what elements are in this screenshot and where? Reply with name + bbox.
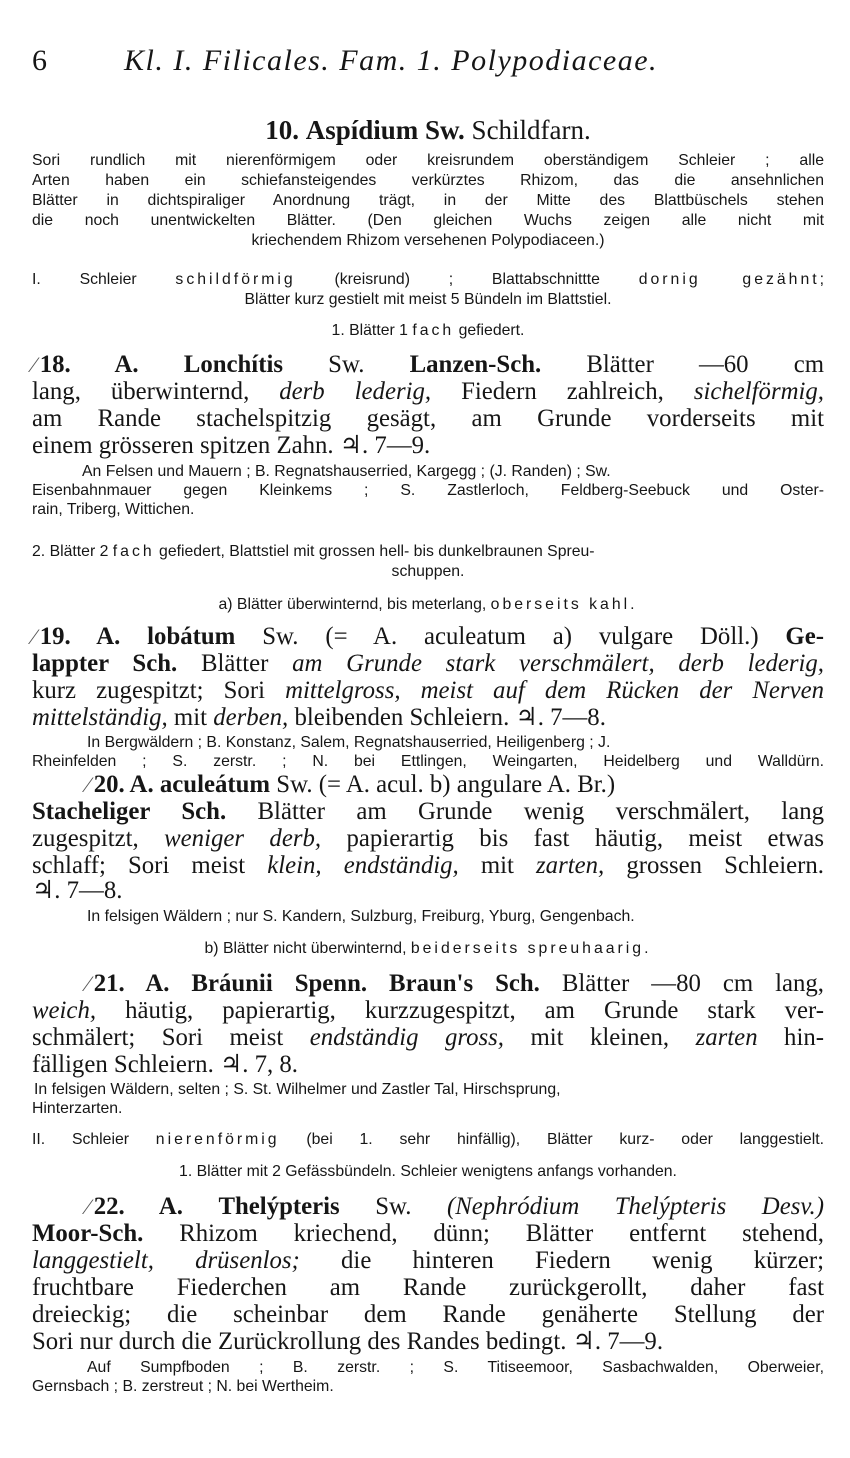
species-22-line6: Sori nur durch die Zurückrollung des Randes bedingt. ♃. 7—9. <box>32 1328 664 1355</box>
species-text: Rhizom kriechend, dünn; Blätter entfernt stehend, <box>179 1220 825 1247</box>
species-text-italic: mittelgross, meist auf dem Rücken der Nerven <box>285 677 824 704</box>
species-text-italic: derb lederig, <box>678 650 825 677</box>
species-22-line3 <box>32 1248 824 1275</box>
species-21-line1 <box>32 971 824 998</box>
check-mark-icon: ⁄ <box>86 772 90 797</box>
key-text: a) Blätter überwinternd, bis meterlang, <box>218 596 487 613</box>
species-text: papierartig bis fast häutig, meist etwas <box>346 825 825 852</box>
species-name: aculeátum <box>159 771 271 798</box>
species-22-line5: dreieckig; die scheinbar dem Rande genäherte Stellung der <box>32 1301 824 1328</box>
genus-number: 10. <box>265 115 299 145</box>
species-21-line4: fälligen Schleiern. ♃. 7, 8. <box>32 1051 298 1078</box>
species-18-note: rain, Triberg, Wittichen. <box>32 501 195 518</box>
species-text-italic: weniger derb, <box>164 825 322 852</box>
species-text-italic: mittelständig, <box>32 704 168 731</box>
check-mark-icon: ⁄ <box>32 624 36 649</box>
species-text: kurz zugespitzt; <box>32 677 204 704</box>
species-common-name: Moor-Sch. <box>32 1220 144 1247</box>
genus-description-line: Arten haben ein schiefansteigendes verkürztes Rhizom, das die ansehnlichen <box>32 172 824 189</box>
check-mark-icon: ⁄ <box>86 971 90 996</box>
species-18-line4: einem grösseren spitzen Zahn. ♃. 7—9. <box>32 432 431 459</box>
species-22-note: Gernsbach ; B. zerstreut ; N. bei Wertheim. <box>32 1378 334 1395</box>
species-name: lobátum <box>147 623 236 650</box>
species-synonym: (Nephródium Thelýpteris Desv.) <box>447 1193 824 1220</box>
running-title: Kl. I. Filicales. Fam. 1. Polypodiaceae. <box>124 44 659 77</box>
key-text: gefiedert, Blattstiel mit grossen hell- bis dunkelbraunen Spreu- <box>159 543 595 560</box>
species-text-italic: zarten <box>695 1024 758 1051</box>
key-text: (bei 1. sehr hinfällig), Blätter kurz- oder langgestielt. <box>306 1131 824 1148</box>
species-21-note: Hinterzarten. <box>32 1100 123 1117</box>
genus-description-line: Blätter in dichtspiraliger Anordnung trägt, in der Mitte des Blattbüschels stehen <box>32 192 824 209</box>
key-label: I. <box>32 271 41 288</box>
key-I-2-line2: schuppen. <box>391 563 465 580</box>
genus-description-line: Sori rundlich mit nierenförmigem oder kreisrundem oberständigem Schleier ; alle <box>32 152 824 169</box>
key-text: b) Blätter nicht überwinternd, <box>204 940 407 957</box>
key-II <box>32 1130 824 1149</box>
key-I-line1 <box>32 270 824 291</box>
species-common-name: Ge- <box>785 623 824 650</box>
species-19-note: In Bergwäldern ; B. Konstanz, Salem, Regnatshauserried, Heiligenberg ; J. <box>87 734 611 751</box>
species-author: Sw. <box>276 771 313 798</box>
key-a <box>32 595 824 614</box>
species-synonym: (= A. acul. b) angulare A. Br.) <box>318 771 616 798</box>
species-21-line3 <box>32 1025 824 1052</box>
species-author: Spenn. <box>294 970 368 997</box>
species-21-note: In felsigen Wäldern, selten ; S. St. Wilhelmer und Zastler Tal, Hirschsprung, <box>34 1081 561 1098</box>
species-20-line5: ♃. 7—8. <box>32 877 123 904</box>
species-19-line1 <box>32 624 824 651</box>
species-19-line3 <box>32 678 824 705</box>
key-text: 1. Blätter 1 <box>331 322 408 339</box>
species-20-line3 <box>32 826 824 853</box>
species-text: bleibenden Schleiern. ♃. 7—8. <box>294 704 606 731</box>
key-text: gefiedert. <box>458 322 525 339</box>
species-text: die hinteren Fiedern wenig kürzer; <box>341 1247 824 1274</box>
key-I-1 <box>32 321 824 342</box>
species-21-line2 <box>32 998 824 1025</box>
species-text-italic: am Grunde stark verschmälert, <box>292 650 655 677</box>
species-text-italic: zarten, <box>536 852 605 879</box>
species-number: 22. A. <box>93 1193 183 1220</box>
key-I-line2: Blätter kurz gestielt mit meist 5 Bündeln im Blattstiel. <box>244 291 612 308</box>
page-number: 6 <box>32 44 47 77</box>
species-19-line4 <box>32 705 824 732</box>
species-text: lang, überwinternd, <box>32 378 250 405</box>
species-synonym: (= A. aculeatum a) vulgare Döll.) <box>325 623 759 650</box>
key-text: Schleier <box>79 271 137 288</box>
species-text-italic: sichelförmig, <box>693 378 824 405</box>
species-20-line2 <box>32 799 824 826</box>
key-spaced-text: schildförmig <box>175 271 296 288</box>
species-text: zugespitzt, <box>32 825 139 852</box>
species-18-line1 <box>32 352 824 379</box>
species-20-line4 <box>32 853 824 880</box>
species-text: mit <box>173 704 207 731</box>
key-text: 2. Blätter 2 <box>32 543 109 560</box>
species-text: häutig, papierartig, kurzzugespitzt, am Grunde stark ver- <box>125 997 824 1024</box>
species-number: 20. A. <box>93 771 154 798</box>
species-18-line3: am Rande stachelspitzig gesägt, am Grunde vorderseits mit <box>32 405 824 432</box>
key-spaced-text: dornig gezähnt <box>638 271 820 288</box>
species-text-italic: endständig, <box>343 852 459 879</box>
key-text: II. Schleier <box>32 1131 130 1148</box>
species-author: Sw. <box>262 623 299 650</box>
key-spaced-text: fach <box>412 322 455 339</box>
species-18-note: Eisenbahnmauer gegen Kleinkems ; S. Zastlerloch, Feldberg-Seebuck und Oster- <box>32 482 824 499</box>
key-spaced-text: oberseits kahl. <box>490 596 638 613</box>
key-spaced-text: nierenförmig <box>155 1131 280 1148</box>
species-text: Fiedern zahlreich, <box>461 378 664 405</box>
check-mark-icon: ⁄ <box>86 1194 90 1219</box>
species-number: 21. A. <box>93 970 170 997</box>
species-author: Sw. <box>375 1193 412 1220</box>
running-header <box>32 44 818 84</box>
key-spaced-text: beiderseits spreuhaarig. <box>410 940 652 957</box>
species-text: Blätter —80 cm lang, <box>561 970 824 997</box>
species-text-italic: derben, <box>213 704 289 731</box>
species-common-name: Braun's Sch. <box>389 970 540 997</box>
key-II-1: 1. Blätter mit 2 Gefässbündeln. Schleier wenigtens anfangs vorhanden. <box>179 1163 677 1180</box>
species-text-italic: endständig gross, <box>309 1024 504 1051</box>
species-name: Lonchítis <box>183 351 283 378</box>
species-22-line4: fruchtbare Fiederchen am Rande zurückgerollt, daher fast <box>32 1274 824 1301</box>
species-19-line2 <box>32 651 824 678</box>
species-18-note: An Felsen und Mauern ; B. Regnatshauserried, Kargegg ; (J. Randen) ; Sw. <box>82 463 611 480</box>
key-I-2-line1 <box>32 542 824 561</box>
species-number: 19. A. <box>39 623 121 650</box>
genus-common-name: Schildfarn. <box>471 115 591 145</box>
species-20-note: In felsigen Wäldern ; nur S. Kandern, Sulzburg, Freiburg, Yburg, Gengenbach. <box>87 908 635 925</box>
genus-description-line: kriechendem Rhizom versehenen Polypodiaceen.) <box>251 232 605 249</box>
species-common-name: lappter Sch. <box>32 650 178 677</box>
species-text: schlaff; Sori meist <box>32 852 246 879</box>
species-19-note: Rheinfelden ; S. zerstr. ; N. bei Ettlingen, Weingarten, Heidelberg und Walldürn. <box>32 753 824 770</box>
genus-heading <box>32 114 824 146</box>
species-number: 18. A. <box>39 351 139 378</box>
species-text: Blätter <box>200 650 269 677</box>
genus-name: Aspídium Sw. <box>305 115 465 145</box>
genus-description-line: die noch unentwickelten Blätter. (Den gleichen Wuchs zeigen alle nicht mit <box>32 212 824 229</box>
species-text-italic: derb lederig, <box>279 378 432 405</box>
species-text: mit kleinen, <box>530 1024 670 1051</box>
species-name: Bráunii <box>191 970 273 997</box>
species-text: Sori <box>223 677 265 704</box>
species-text-italic: weich, <box>32 997 97 1024</box>
species-name: Thelýpteris <box>218 1193 340 1220</box>
species-22-line2 <box>32 1221 824 1248</box>
species-text: Blätter —60 cm <box>586 351 825 378</box>
key-text: ; <box>819 271 825 288</box>
key-text: (kreisrund) ; Blattabschnittte <box>334 271 600 288</box>
species-20-line1 <box>32 772 824 799</box>
species-text: hin- <box>784 1024 824 1051</box>
species-text-italic: klein, <box>267 852 322 879</box>
check-mark-icon: ⁄ <box>32 352 36 377</box>
species-text: Blätter am Grunde wenig verschmälert, lang <box>257 798 824 825</box>
species-text: mit <box>480 852 514 879</box>
key-spaced-text: fach <box>112 543 155 560</box>
species-common-name: Lanzen-Sch. <box>409 351 542 378</box>
species-18-line2 <box>32 379 824 406</box>
species-22-note: Auf Sumpfboden ; B. zerstr. ; S. Titiseemoor, Sasbachwalden, Oberweier, <box>87 1359 824 1376</box>
key-b <box>32 939 824 958</box>
species-text-italic: langgestielt, drüsenlos; <box>32 1247 300 1274</box>
species-text: grossen Schleiern. <box>626 852 824 879</box>
species-22-line1 <box>32 1194 824 1221</box>
species-text: schmälert; Sori meist <box>32 1024 284 1051</box>
species-common-name: Stacheliger Sch. <box>32 798 227 825</box>
species-author: Sw. <box>328 351 365 378</box>
